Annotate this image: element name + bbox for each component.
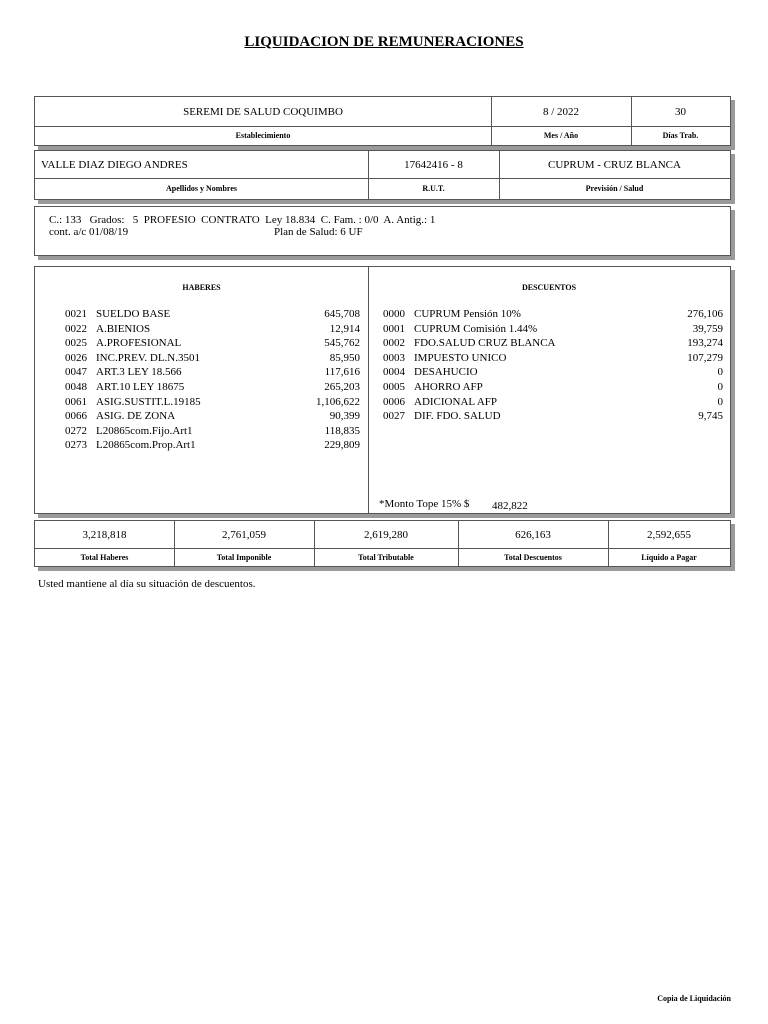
descuentos-amount: 0: [717, 381, 723, 393]
totals-box: [34, 520, 731, 567]
descuentos-description: DIF. FDO. SALUD: [414, 410, 501, 423]
haberes-description: A.BIENIOS: [96, 322, 151, 335]
descuentos-code: 0005: [383, 381, 405, 393]
haberes-code: 0272: [65, 424, 87, 437]
descuentos-amount: 193,274: [687, 337, 723, 350]
total-value: 2,619,280: [364, 528, 408, 541]
descuentos-code: 0027: [383, 410, 405, 423]
employee-box: [34, 150, 731, 200]
monto-tope-value: 482,822: [492, 500, 528, 512]
haberes-description: L20865com.Fijo.Art1: [96, 424, 193, 437]
monto-tope-label: *Monto Tope 15% $: [379, 498, 470, 510]
total-value: 626,163: [515, 528, 551, 541]
employee-name: VALLE DIAZ DIEGO ANDRES: [41, 158, 188, 171]
descuentos-row: [383, 395, 723, 409]
descuentos-code: 0001: [383, 322, 405, 335]
haberes-row: [65, 409, 360, 423]
descuentos-amount: 9,745: [698, 410, 723, 423]
descuentos-amount: 276,106: [687, 308, 723, 320]
descuentos-code: 0006: [383, 395, 405, 408]
haberes-code: 0273: [65, 439, 87, 452]
haberes-code: 0061: [65, 395, 87, 408]
contract-info-box: [34, 206, 731, 256]
haberes-description: INC.PREV. DL.N.3501: [96, 351, 201, 364]
descuentos-amount: 39,759: [692, 322, 723, 335]
establecimiento-value: SEREMI DE SALUD COQUIMBO: [183, 105, 343, 118]
haberes-amount: 1,106,622: [316, 395, 360, 408]
total-value: 2,761,059: [222, 528, 266, 541]
descuentos-code: 0003: [383, 351, 405, 364]
haberes-code: 0026: [65, 351, 87, 364]
descuentos-code: 0000: [383, 308, 405, 320]
haberes-description: ASIG. DE ZONA: [96, 410, 176, 423]
haberes-amount: 229,809: [324, 439, 360, 452]
haberes-row: [65, 351, 360, 365]
descuentos-description: AHORRO AFP: [414, 381, 483, 393]
haberes-code: 0066: [65, 410, 87, 423]
total-label: Total Descuentos: [504, 552, 562, 562]
total-label: Total Imponible: [216, 552, 272, 562]
haberes-row: [65, 424, 360, 438]
haberes-amount: 12,914: [329, 322, 360, 335]
dias-trab-label: Días Trab.: [662, 131, 699, 140]
total-label: Total Tributable: [358, 552, 414, 562]
dias-trab-value: 30: [675, 105, 686, 118]
haberes-amount: 265,203: [324, 381, 360, 393]
haberes-amount: 645,708: [324, 308, 360, 320]
total-label: Líquido a Pagar: [641, 552, 697, 562]
haberes-description: A.PROFESIONAL: [96, 337, 182, 350]
haberes-row: [65, 380, 360, 394]
descuentos-description: CUPRUM Comisión 1.44%: [414, 322, 538, 335]
descuentos-row: [383, 365, 723, 379]
haberes-amount: 90,399: [329, 410, 360, 423]
descuentos-row: [383, 351, 723, 365]
haberes-row: [65, 438, 360, 452]
total-label: Total Haberes: [80, 552, 129, 562]
descuentos-code: 0002: [383, 337, 405, 350]
earnings-deductions-box: [34, 266, 731, 514]
haberes-row: [65, 322, 360, 336]
descuentos-description: DESAHUCIO: [414, 366, 478, 379]
haberes-list: [65, 307, 360, 457]
descuentos-row: [383, 380, 723, 394]
haberes-code: 0048: [65, 381, 87, 393]
establecimiento-label: Establecimiento: [235, 131, 291, 140]
descuentos-code: 0004: [383, 366, 405, 379]
descuentos-row: [383, 307, 723, 321]
descuentos-row: [383, 336, 723, 350]
descuentos-description: ADICIONAL AFP: [414, 395, 498, 408]
haberes-code: 0025: [65, 337, 87, 350]
haberes-description: ASIG.SUSTIT.L.19185: [96, 395, 201, 408]
prevision-label: Previsión / Salud: [585, 184, 644, 193]
rut-value: 17642416 - 8: [404, 158, 463, 171]
descuentos-amount: 107,279: [687, 351, 723, 364]
haberes-description: ART.3 LEY 18.566: [96, 366, 182, 379]
descuentos-row: [383, 322, 723, 336]
contract-date: cont. a/c 01/08/19: [49, 226, 129, 238]
haberes-header: HABERES: [182, 283, 221, 292]
haberes-code: 0021: [65, 308, 87, 320]
contract-info-line1: C.: 133 Grados: 5 PROFESIO CONTRATO Ley 18.834 C. Fam. : 0/0 A. Antig.: 1: [49, 214, 436, 226]
haberes-code: 0047: [65, 366, 87, 379]
status-note: Usted mantiene al día su situación de descuentos.: [38, 578, 256, 590]
prevision-value: CUPRUM - CRUZ BLANCA: [548, 158, 681, 171]
haberes-description: SUELDO BASE: [96, 308, 171, 320]
page-title: LIQUIDACION DE REMUNERACIONES: [244, 34, 524, 50]
haberes-amount: 117,616: [324, 366, 360, 379]
total-value: 3,218,818: [82, 528, 127, 541]
haberes-row: [65, 395, 360, 409]
haberes-description: L20865com.Prop.Art1: [96, 439, 196, 452]
descuentos-list: [383, 307, 723, 427]
haberes-description: ART.10 LEY 18675: [96, 381, 185, 393]
health-plan: Plan de Salud: 6 UF: [274, 226, 363, 238]
rut-label: R.U.T.: [422, 184, 445, 193]
nombre-label: Apellidos y Nombres: [166, 184, 237, 193]
descuentos-description: CUPRUM Pensión 10%: [414, 308, 521, 320]
descuentos-description: IMPUESTO UNICO: [414, 351, 507, 364]
haberes-code: 0022: [65, 322, 87, 335]
descuentos-amount: 0: [717, 395, 723, 408]
haberes-amount: 85,950: [329, 351, 360, 364]
descuentos-row: [383, 409, 723, 423]
establishment-box: [34, 96, 731, 146]
descuentos-header: DESCUENTOS: [521, 283, 577, 292]
haberes-row: [65, 336, 360, 350]
mes-anio-value: 8 / 2022: [542, 105, 580, 118]
total-value: 2,592,655: [647, 528, 691, 541]
haberes-row: [65, 307, 360, 321]
haberes-row: [65, 365, 360, 379]
descuentos-amount: 0: [717, 366, 723, 379]
haberes-amount: 118,835: [324, 424, 360, 437]
descuentos-description: FDO.SALUD CRUZ BLANCA: [414, 337, 556, 350]
mes-anio-label: Mes / Año: [543, 131, 579, 140]
footer-label: Copia de Liquidación: [657, 994, 731, 1003]
haberes-amount: 545,762: [324, 337, 360, 350]
